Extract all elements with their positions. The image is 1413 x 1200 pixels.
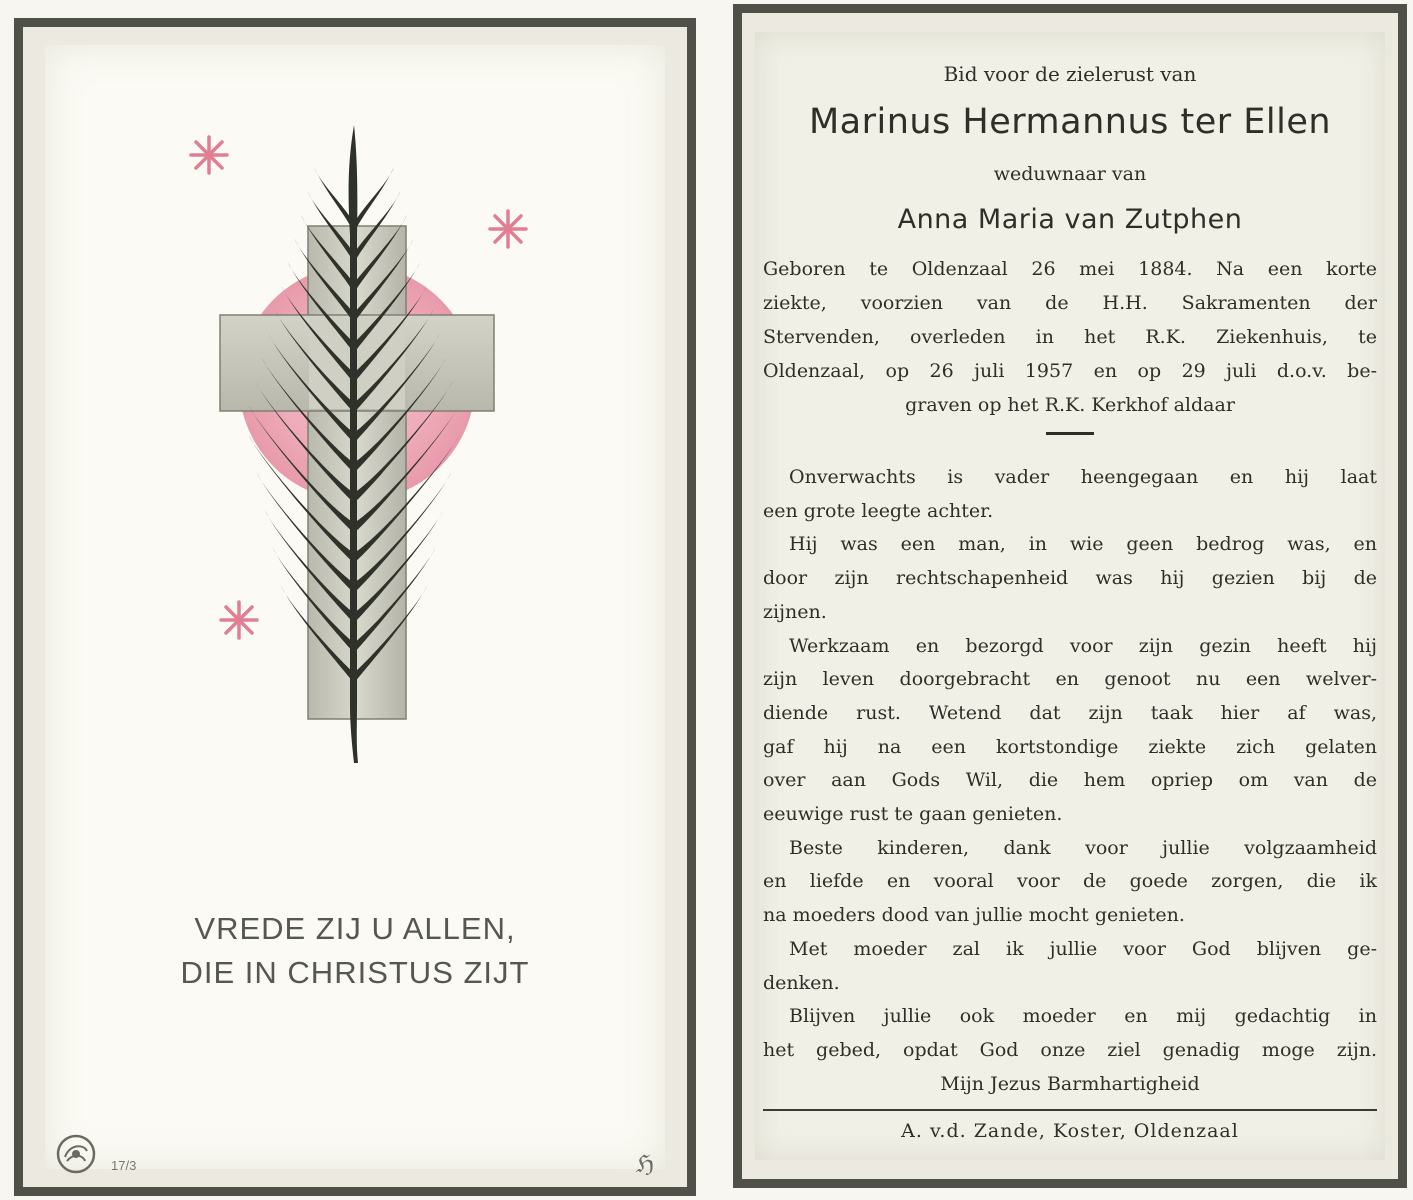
palm-leaf (354, 167, 394, 233)
text-line: na moeders dood van jullie mocht genieten. (763, 904, 1185, 927)
text-line: een grote leegte achter. (763, 499, 994, 522)
biography (763, 252, 1377, 422)
text-line: Hij was een man, in wie geen bedrog was, en (789, 533, 1377, 556)
bio-line: Stervenden, overleden in het R.K. Ziekenhuis, te (763, 326, 1377, 348)
text-line: door zijn rechtschapenheid was hij gezien bij de (763, 567, 1377, 590)
publisher-logo-icon (55, 1133, 97, 1175)
text-line: diende rust. Wetend dat zijn taak hier af was, (763, 701, 1377, 724)
bio-line: Oldenzaal, op 26 juli 1957 en op 29 juli d.o.v. be- (763, 360, 1377, 382)
memorial-text (763, 461, 1377, 1101)
text-line: Werkzaam en bezorgd voor zijn gezin heeft hij (789, 634, 1377, 657)
catalog-number: 17/3 (111, 1158, 137, 1173)
closing-prayer: Mijn Jezus Barmhartigheid (940, 1072, 1200, 1095)
back-card (733, 4, 1407, 1188)
text-line: het gebed, opdat God onze ziel genadig moge zijn. (763, 1038, 1377, 1061)
printer-credit: A. v.d. Zande, Koster, Oldenzaal (901, 1120, 1239, 1142)
front-panel (45, 45, 665, 1178)
deceased-name: Marinus Hermannus ter Ellen (808, 102, 1332, 142)
motto-line-1: VREDE ZIJ U ALLEN, (194, 911, 516, 946)
artist-monogram-icon: ℌ (636, 1152, 655, 1178)
prayer-intro: Bid voor de zielerust van (943, 62, 1197, 86)
text-line: Blijven jullie ook moeder en mij gedachtig in (789, 1005, 1377, 1028)
cross-illustration (45, 45, 665, 1169)
star-icon (191, 137, 227, 173)
section-divider (1046, 432, 1094, 435)
text-line: Beste kinderen, dank voor jullie volgzaamheid (789, 836, 1377, 859)
bio-line: Geboren te Oldenzaal 26 mei 1884. Na een korte (763, 258, 1377, 280)
text-line: en liefde en vooral voor de goede zorgen, die ik (763, 870, 1377, 893)
footer-rule (763, 1109, 1377, 1111)
motto-line-2: DIE IN CHRISTUS ZIJT (180, 955, 530, 990)
text-line: gaf hij na een kortstondige ziekte zich gelaten (763, 735, 1377, 758)
relation-line: weduwnaar van (993, 163, 1147, 185)
text-line: denken. (763, 971, 840, 994)
text-line: zijn leven doorgebracht en genoot nu een welver- (763, 668, 1377, 691)
text-line: Met moeder zal ik jullie voor God blijven ge- (789, 937, 1377, 960)
bio-line: graven op het R.K. Kerkhof aldaar (905, 394, 1235, 416)
spouse-name: Anna Maria van Zutphen (897, 204, 1243, 235)
back-panel (755, 32, 1385, 1160)
text-line: Onverwachts is vader heengegaan en hij laat (789, 466, 1377, 488)
star-icon (490, 211, 526, 247)
text-line: eeuwige rust te gaan genieten. (763, 803, 1063, 826)
star-icon (221, 602, 257, 638)
text-line: over aan Gods Wil, die hem opriep om van de (763, 769, 1377, 792)
palm-leaf (314, 167, 354, 233)
bio-line: ziekte, voorzien van de H.H. Sakramenten der (763, 292, 1377, 314)
text-line: zijnen. (763, 600, 827, 623)
front-card (14, 18, 696, 1196)
